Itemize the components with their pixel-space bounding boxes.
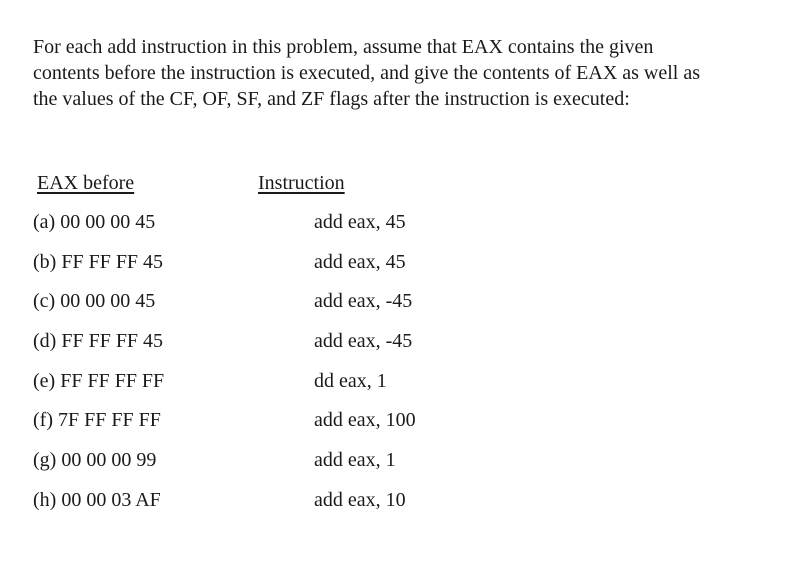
problem-line-2: contents before the instruction is executed, and give the contents of EAX as well as bbox=[33, 62, 701, 84]
table-row-b bbox=[0, 249, 795, 289]
table-row-g bbox=[0, 447, 795, 487]
eax-before-value: (a) 00 00 00 45 bbox=[33, 211, 156, 233]
table-row-a bbox=[0, 209, 795, 249]
column-header-eax-before: EAX before bbox=[37, 172, 135, 194]
table-row-e bbox=[0, 368, 795, 408]
eax-before-value: (e) FF FF FF FF bbox=[33, 369, 165, 392]
eax-before-value: (f) 7F FF FF FF bbox=[33, 409, 161, 432]
eax-before-value: (c) 00 00 00 45 bbox=[33, 290, 156, 313]
eax-before-value: (d) FF FF FF 45 bbox=[33, 330, 164, 353]
eax-before-value: (h) 00 00 03 AF bbox=[33, 488, 161, 511]
instruction-value: add eax, 10 bbox=[314, 488, 406, 511]
eax-before-value: (g) 00 00 00 99 bbox=[33, 449, 157, 472]
eax-before-value: (b) FF FF FF 45 bbox=[33, 250, 164, 273]
instruction-value: add eax, 100 bbox=[314, 409, 416, 432]
instruction-value: add eax, -45 bbox=[314, 330, 413, 353]
problem-table bbox=[0, 209, 795, 527]
table-row-h bbox=[0, 487, 795, 527]
instruction-value: add eax, -45 bbox=[314, 290, 413, 313]
table-row-d bbox=[0, 328, 795, 368]
problem-statement bbox=[33, 34, 778, 112]
column-header-instruction: Instruction bbox=[258, 172, 345, 194]
table-row-c bbox=[0, 288, 795, 328]
problem-line-3: the values of the CF, OF, SF, and ZF flags after the instruction is executed: bbox=[33, 88, 630, 110]
instruction-value: add eax, 45 bbox=[314, 250, 406, 273]
instruction-value: add eax, 45 bbox=[314, 211, 406, 233]
problem-line-1: For each add instruction in this problem, assume that EAX contains the given bbox=[33, 36, 654, 58]
table-row-f bbox=[0, 407, 795, 447]
instruction-value: add eax, 1 bbox=[314, 449, 396, 472]
instruction-value: dd eax, 1 bbox=[314, 369, 387, 392]
